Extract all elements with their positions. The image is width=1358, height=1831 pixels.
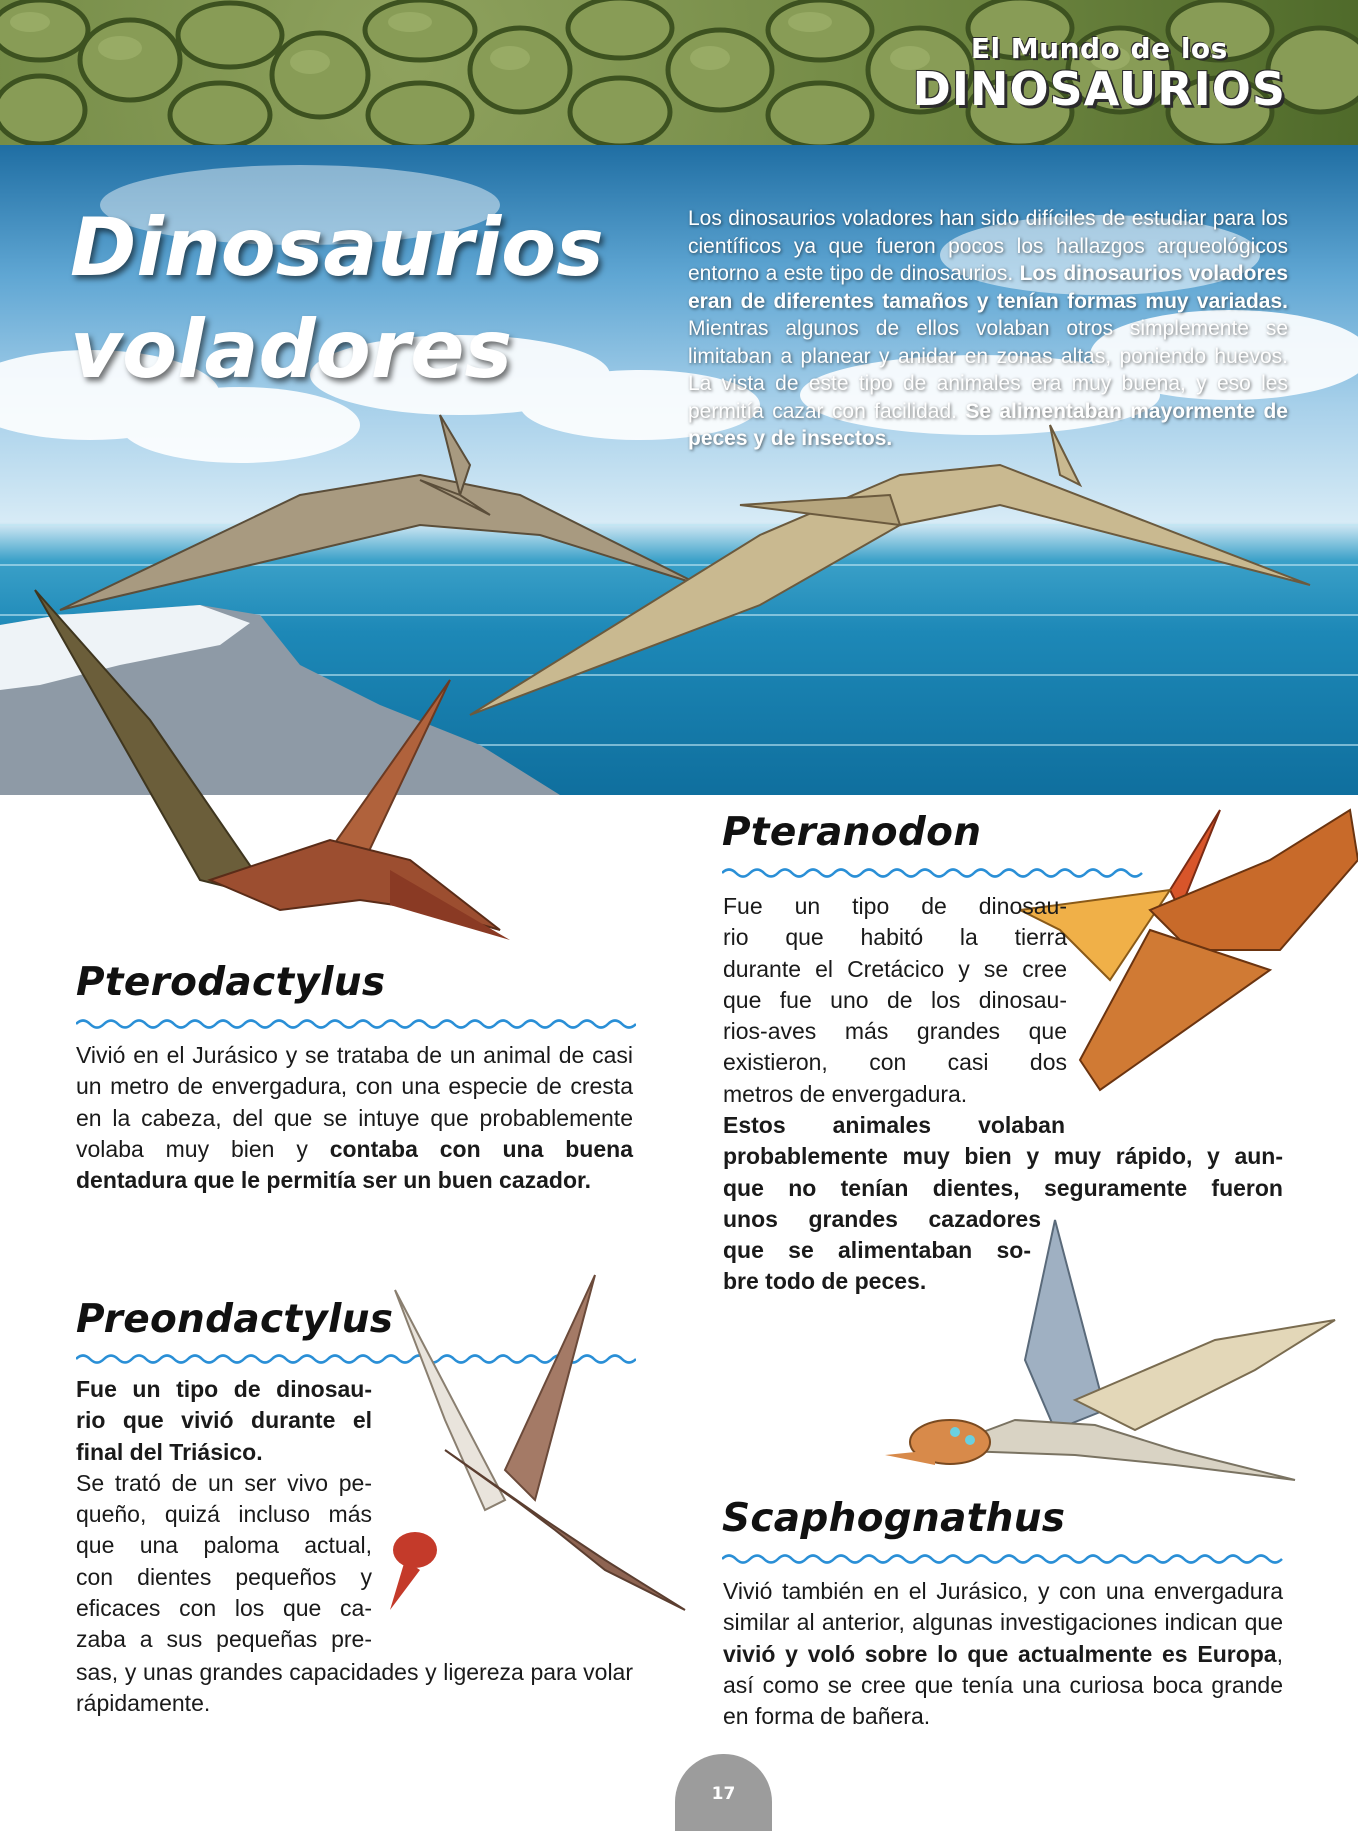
page-title	[70, 197, 604, 401]
pterodactylus-illustration	[30, 580, 530, 980]
pteranodon-bold-line: que no tenían dientes, seguramente fueron	[723, 1174, 1283, 1201]
scaphognathus-wave-divider	[722, 1552, 1284, 1566]
preondactylus-line: con dientes pequeños y	[76, 1563, 372, 1590]
page-number-tab	[675, 1754, 772, 1831]
page-number: 17	[711, 1784, 736, 1804]
preondactylus-line: que una paloma actual,	[76, 1532, 372, 1559]
pteranodon-line: rio que habitó la tierra	[723, 924, 1067, 951]
preondactylus-bold-line: Fue un tipo de dinosau-	[76, 1376, 372, 1402]
scaphognathus-title: Scaphognathus	[722, 1496, 1066, 1541]
pterodactylus-text-2: contaba con una buena dentadura que le permitía ser un buen cazador.	[76, 1135, 633, 1194]
pteranodon-bold-line: que se alimentaban so-	[723, 1237, 1031, 1264]
preondactylus-title: Preondactylus	[76, 1297, 394, 1342]
pterodactylus-wave-divider	[76, 1017, 636, 1031]
pterodactylus-title: Pterodactylus	[76, 960, 386, 1005]
preondactylus-bold-line: rio que vivió durante el	[76, 1407, 372, 1434]
pteranodon-line: metros de envergadura.	[723, 1080, 968, 1107]
title-line1: Dinosaurios	[70, 201, 604, 294]
intro-text-2: Los dinosaurios voladores eran de diferentes tamaños y tenían formas muy variadas.	[688, 262, 1288, 313]
pteranodon-line: existieron, con casi dos	[723, 1049, 1067, 1076]
preondactylus-line: Se trató de un ser vivo pe-	[76, 1469, 372, 1496]
header-band	[0, 0, 1358, 145]
preondactylus-line: eficaces con los que ca-	[76, 1595, 372, 1622]
brand-line2: DINOSAURIOS	[912, 62, 1286, 116]
pteranodon-wave-divider	[722, 866, 1152, 880]
preondactylus-line: zaba a sus pequeñas pre-	[76, 1626, 372, 1653]
preondactylus-tail-text: sas, y unas grandes capacidades y ligereza para volar rápidamente.	[76, 1659, 633, 1717]
scaphognathus-text-2: vivió y voló sobre lo que actualmente es Europa	[723, 1640, 1277, 1667]
pterodactylus-text	[76, 1040, 633, 1196]
pteranodon-line: rios-aves más grandes que	[723, 1018, 1067, 1045]
pteranodon-title: Pteranodon	[722, 810, 982, 855]
pteranodon-bold-line: unos grandes cazadores	[723, 1205, 1041, 1232]
pteranodon-illustration	[1020, 800, 1358, 1100]
scaphognathus-text-1: Vivió también en el Jurásico, y con una envergadura similar al anterior, algunas investigaciones indican que	[723, 1578, 1283, 1636]
pteranodon-bold-line: Estos animales volaban	[723, 1112, 1065, 1138]
brand-line1: El Mundo de los	[970, 32, 1228, 65]
pterodactylus-text-1: Vivió en el Jurásico y se trataba de un animal de casi un metro de envergadura, con una especie de cresta en la cabeza, del que se intuye que probablemente volaba muy bien y	[76, 1042, 633, 1162]
preondactylus-illustration	[385, 1270, 715, 1630]
intro-text-3: Mientras algunos de ellos volaban otros simplemente se limitaban a planear y anidar en zonas altas, poniendo huevos. La vista de este tipo de animales era muy buena, y eso les permitía cazar con facilidad.	[688, 317, 1288, 423]
intro-text-4: Se alimentaban mayormente de peces y de insectos.	[688, 399, 1288, 450]
intro-text-1: Los dinosaurios voladores han sido difíciles de estudiar para los científicos ya que fueron pocos los hallazgos arqueológicos entorno a este tipo de dinosaurios.	[688, 207, 1288, 285]
pteranodon-line: Fue un tipo de dinosau-	[723, 893, 1067, 919]
scaphognathus-text	[723, 1576, 1283, 1732]
intro-paragraph	[688, 205, 1288, 453]
preondactylus-line: queño, quizá incluso más	[76, 1501, 372, 1528]
pteranodon-bold-line: bre todo de peces.	[723, 1268, 927, 1295]
preondactylus-text	[76, 1374, 372, 1656]
pteranodon-bold-line: probablemente muy bien y muy rápido, y aun-	[723, 1143, 1283, 1170]
preondactylus-bold-line: final del Triásico.	[76, 1438, 263, 1465]
scaphognathus-text-3: , así como se cree que tenía una curiosa boca grande en forma de bañera.	[723, 1640, 1283, 1730]
pteranodon-line: que fue uno de los dinosau-	[723, 986, 1067, 1013]
pteranodon-text	[723, 891, 1067, 1110]
magazine-brand	[912, 32, 1286, 116]
title-line2: voladores	[70, 303, 513, 396]
pteranodon-line: durante el Cretácico y se cree	[723, 955, 1067, 982]
scaphognathus-illustration	[875, 1210, 1345, 1510]
